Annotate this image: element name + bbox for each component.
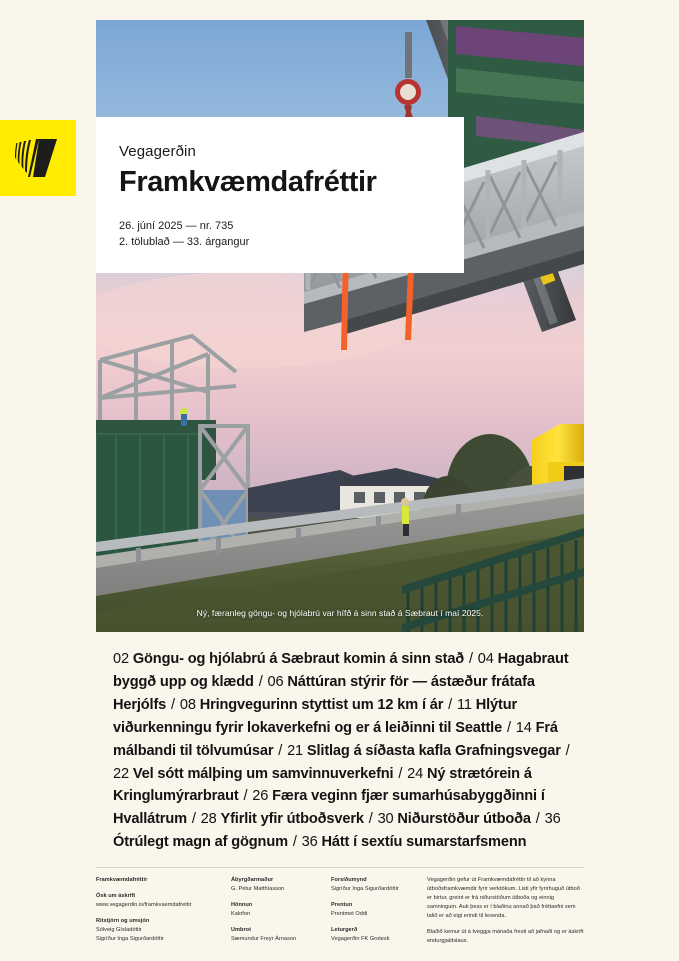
colophon-column-1 — [96, 876, 231, 946]
colophon-group — [96, 917, 221, 944]
publisher-name: Vegagerðin — [119, 143, 196, 160]
issue-number: 2. tölublað — 33. árgangur — [119, 236, 250, 249]
toc-item-title[interactable]: Yfirlit yfir útboðsverk — [220, 811, 364, 828]
colophon-line: Sigríður Inga Sigurðardóttir — [96, 936, 164, 943]
toc-item-title[interactable]: Vel sótt málþing um samvinnuverkefni — [132, 765, 394, 782]
toc-page-number: 26 — [252, 788, 273, 805]
issue-date: 26. júní 2025 — nr. 735 — [119, 220, 234, 233]
colophon-line: Sigríður Inga Sigurðardóttir — [331, 886, 399, 893]
toc-item-title[interactable]: Frá málbandi til tölvumúsar — [113, 719, 558, 759]
toc-separator-icon: / — [503, 719, 515, 736]
colophon-heading: Hönnun — [231, 902, 253, 909]
toc-page-number: 11 — [457, 696, 476, 713]
colophon-group — [231, 876, 321, 894]
toc-separator-icon: / — [187, 811, 200, 828]
colophon-line: G. Pétur Matthíasson — [231, 886, 285, 893]
toc-item-title[interactable]: Göngu- og hjólabrú á Sæbraut komin á sinn stað — [132, 651, 465, 667]
toc-item-title[interactable]: Náttúran stýrir för — ástæður frátafa Herjólfs — [113, 673, 535, 713]
colophon-line: Sæmundur Freyr Árnason — [231, 936, 297, 943]
subscription-paragraph: Blaðið kemur út á tveggja mánaða fresti að jafnaði og er áskrift endurgjaldslaus. — [427, 929, 584, 945]
colophon-group — [331, 876, 417, 894]
toc-item-title[interactable]: Ný strætórein á Kringlumýrarbraut — [113, 765, 532, 805]
colophon-group — [231, 901, 321, 919]
toc-separator-icon: / — [561, 742, 570, 759]
toc-item-title[interactable]: Hátt í sextíu sumarstarfsmenn — [321, 834, 527, 851]
toc-separator-icon: / — [444, 696, 456, 713]
colophon-heading: Forsíðumynd — [331, 877, 367, 883]
vegagerdin-logo[interactable] — [0, 120, 76, 196]
colophon-heading: Umbrot — [231, 927, 252, 934]
colophon-group — [331, 901, 417, 919]
issue-meta — [119, 219, 464, 251]
colophon-heading: Ritstjórn og umsjón — [96, 918, 150, 925]
toc-item-title[interactable]: Hagabraut byggð upp og klædd — [113, 651, 569, 690]
table-of-contents — [113, 648, 583, 854]
toc-separator-icon: / — [288, 834, 301, 851]
toc-item-title[interactable]: Færa veginn fjær sumarhúsabyggðinni í Hvallátrum — [113, 788, 545, 828]
colophon-group — [331, 926, 417, 944]
colophon-line: Kalofon — [231, 911, 251, 918]
colophon-heading: Ábyrgðarmaður — [231, 877, 274, 883]
photo-caption: Ný, færanleg göngu- og hjólabrú var hífð á sinn stað á Sæbraut í maí 2025. — [196, 608, 484, 618]
toc-page-number: 36 — [544, 811, 561, 828]
toc-page-number: 21 — [287, 742, 307, 759]
toc-page-number: 36 — [301, 834, 322, 851]
colophon-heading: Leturgerð — [331, 927, 358, 934]
toc-separator-icon: / — [394, 765, 407, 782]
toc-item-title[interactable]: Hlýtur viðurkenningu fyrir lokaverkefni og er á leiðinni til Seattle — [113, 696, 518, 736]
toc-page-number: 02 — [113, 651, 133, 667]
cover-photo — [96, 20, 584, 632]
toc-page-number: 22 — [113, 765, 133, 782]
toc-page-number: 08 — [179, 696, 200, 713]
toc-separator-icon: / — [465, 651, 477, 667]
colophon-column-2 — [231, 876, 331, 946]
cover-photo-illustration — [96, 20, 584, 632]
colophon-column-3 — [331, 876, 427, 946]
colophon-group — [231, 926, 321, 944]
colophon-heading: Framkvæmdafréttir — [96, 877, 148, 883]
colophon-heading: Ósk um áskrift — [96, 893, 136, 900]
colophon-heading: Prentun — [331, 902, 353, 909]
toc-page-number: 28 — [200, 811, 221, 828]
page-title: Framkvæmdafréttir — [119, 166, 377, 198]
colophon-line: Prentmet Oddi — [331, 911, 368, 918]
toc-item-title[interactable]: Niðurstöður útboða — [397, 811, 531, 828]
toc-page-number: 24 — [407, 765, 428, 782]
toc-page-number: 06 — [267, 673, 288, 690]
toc-separator-icon: / — [364, 811, 377, 828]
toc-item-title[interactable]: Hringvegurinn styttist um 12 km í ár — [199, 696, 444, 713]
colophon-group — [96, 876, 221, 885]
toc-separator-icon: / — [239, 788, 252, 805]
toc-page-number: 30 — [377, 811, 398, 828]
toc-separator-icon: / — [274, 742, 287, 759]
toc-item-title[interactable]: Slitlag á síðasta kafla Grafningsvegar — [306, 742, 561, 759]
toc-separator-icon: / — [254, 673, 267, 690]
toc-separator-icon: / — [531, 811, 544, 828]
toc-separator-icon: / — [167, 696, 179, 713]
colophon-line: Vegagerðin FK Grotesk — [331, 936, 390, 943]
toc-page-number: 04 — [477, 651, 498, 667]
colophon-column-4 — [427, 876, 596, 946]
colophon-group — [96, 892, 221, 910]
colophon — [96, 876, 596, 946]
footer-divider — [96, 867, 584, 868]
colophon-line[interactable]: www.vegagerdin.is/framkvaemdafrettir — [96, 902, 192, 909]
masthead-card — [96, 117, 464, 273]
colophon-line: Sólveig Gísladóttir — [96, 927, 142, 934]
vegagerdin-logo-icon — [15, 137, 61, 179]
toc-item-title[interactable]: Ótrúlegt magn af gögnum — [113, 834, 288, 851]
toc-page-number: 14 — [515, 719, 536, 736]
about-paragraph: Vegagerðin gefur út Framkvæmdafréttir til að kynna útboðsframkvæmdir fyrir verktökum. Listi yfir fyrirhuguð útboð er birtur, greint er frá niðurstöðum útboða og einnig samningum. Auk þess er í blaðinu annað það fréttaefni sem talið er að eigi erindi til lesenda. — [427, 877, 580, 920]
